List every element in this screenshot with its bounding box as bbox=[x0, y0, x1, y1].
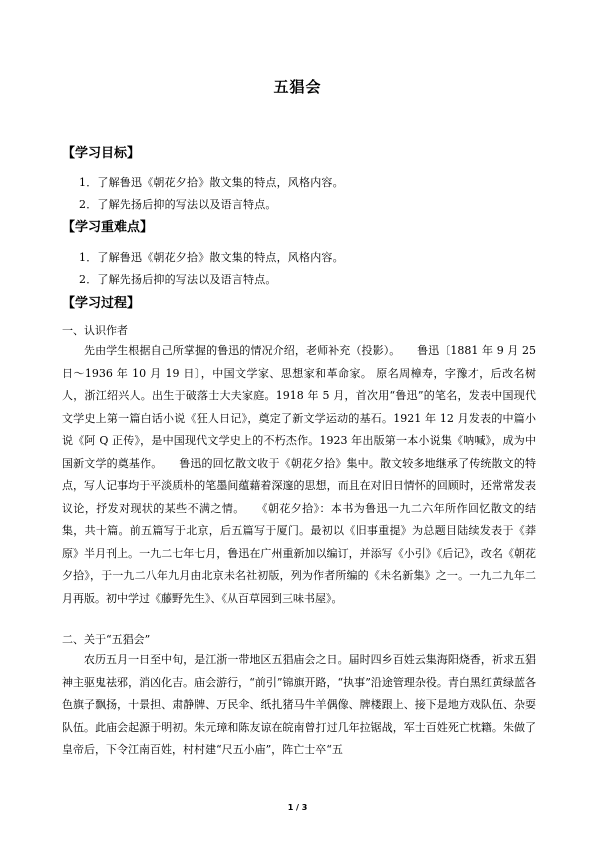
goals-heading: 【学习目标】 bbox=[62, 146, 141, 161]
page-number: 1 / 3 bbox=[287, 803, 308, 812]
process-heading: 【学习过程】 bbox=[62, 296, 141, 311]
key-points-item-1: 1．了解鲁迅《朝花夕拾》散文集的特点，风格内容。 bbox=[79, 251, 344, 264]
key-points-item-2: 2．了解先扬后抑的写法以及语言特点。 bbox=[79, 273, 277, 286]
key-points-heading: 【学习重难点】 bbox=[62, 220, 154, 235]
part2-title: 二、关于“五猖会” bbox=[62, 633, 151, 646]
part1-title: 一、认识作者 bbox=[62, 324, 128, 337]
part2-paragraph: 农历五月一日至中旬，是江浙一带地区五猖庙会之日。届时四乡百姓云集海阳烧香，祈求五猖神主驱鬼祛邪，消凶化吉。庙会游行，“前引”锦旗开路，“执事”沿途管理杂役。青白黑红黄绿蓝各色旗子飘扬，十景担、肃静牌、万民伞、纸扎猪马牛羊偶像、牌楼跟上、接下是地方戏队伍、杂耍队伍。此庙会起源于明初。朱元璋和陈友谅在皖南曾打过几年拉锯战，军士百姓死亡枕籍。朱做了皇帝后，下令江南百姓，村村建“尺五小庙”，阵亡士卒“五 bbox=[62, 653, 536, 756]
goals-item-2: 2．了解先扬后抑的写法以及语言特点。 bbox=[79, 198, 277, 211]
part1-paragraph: 先由学生根据自己所掌握的鲁迅的情况介绍，老师补充（投影）。 鲁迅〔1881 年 9 月 25 日～1936 年 10 月 19 日〕，中国文学家、思想家和革命家。 原名周樟寿，字豫才，后改名树人，浙江绍兴人。出生于破落士大夫家庭。1918 年 5 月，首次用“鲁迅”的笔名，发表中国现代文学史上第一篇白话小说《狂人日记》，奠定了新文学运动的基石。1921 年 12 月发表的中篇小说《阿 Q 正传》，是中国现代文学史上的不朽杰作。1923 年出版第一本小说集《呐喊》，成为中国新文学的奠基作。 鲁迅的回忆散文收于《朝花夕拾》集中。散文较多地继承了传统散文的特点，写人记事均于平淡质朴的笔墨间蕴藉着深邃的思想，而且在对旧日情怀的回顾时，还常常发表议论，抒发对现状的某些不满之情。 《朝花夕拾》：本书为鲁迅一九二六年所作回忆散文的结集，共十篇。前五篇写于北京，后五篇写于厦门。最初以《旧事重提》为总题目陆续发表于《莽原》半月刊上。一九二七年七月，鲁迅在广州重新加以编订，并添写《小引》《后记》，改名《朝花夕拾》，于一九二八年九月由北京未名社初版，列为作者所编的《未名新集》之一。一九二九年二月再版。初中学过《藤野先生》、《从百草园到三味书屋》。 bbox=[62, 344, 536, 605]
goals-item-1: 1．了解鲁迅《朝花夕拾》散文集的特点，风格内容。 bbox=[79, 176, 344, 189]
page-title: 五猖会 bbox=[273, 78, 322, 96]
